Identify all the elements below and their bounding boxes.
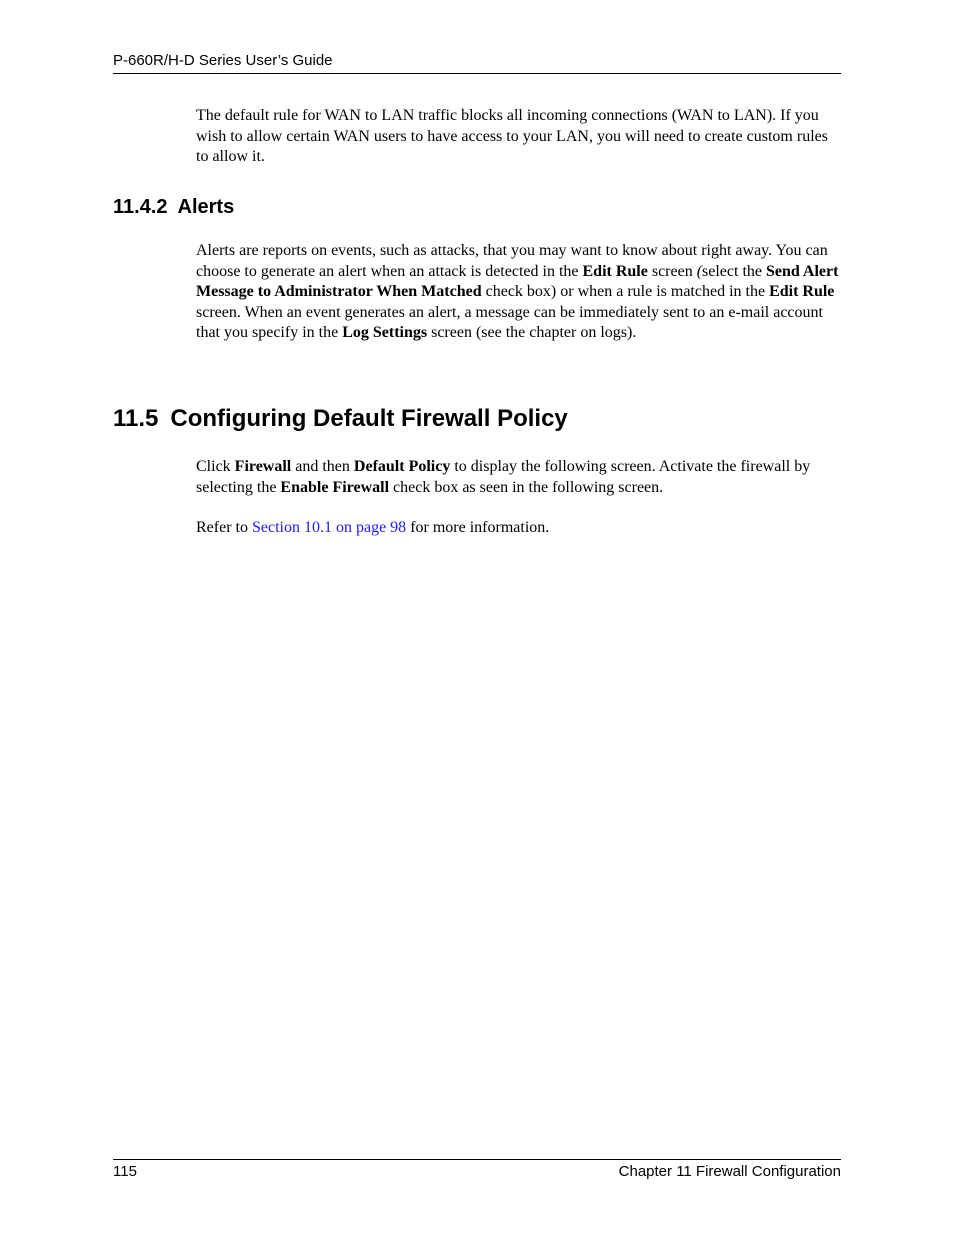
refer-paragraph — [196, 518, 841, 539]
text-run: screen — [647, 262, 697, 280]
text-run: check box as seen in the following screen. — [389, 478, 664, 496]
intro-paragraph: The default rule for WAN to LAN traffic blocks all incoming connections (WAN to LAN). If you wish to allow certain WAN users to have access to your LAN, you will need to create custom rules to allow it. — [196, 107, 828, 165]
text-run: select the — [702, 262, 766, 280]
text-run: to display the following screen. Activate the firewall by selecting the — [196, 458, 811, 496]
alerts-paragraph — [196, 241, 841, 344]
bold-term-default-policy: Default Policy — [353, 458, 451, 475]
section-number: 11.4.2 — [113, 196, 168, 218]
header-title: P-660R/H-D Series User’s Guide — [113, 52, 333, 69]
cross-reference-link[interactable]: Section 10.1 on page 98 — [251, 519, 407, 536]
bold-term-enable-firewall: Enable Firewall — [280, 478, 390, 496]
text-run: Refer to — [196, 519, 252, 536]
section-heading-alerts — [113, 195, 234, 219]
text-run: screen (see the chapter on logs). — [427, 324, 637, 341]
text-run: Click — [196, 458, 235, 475]
chapter-title: Chapter 11 Firewall Configuration — [618, 1163, 841, 1180]
default-policy-paragraph — [196, 457, 841, 498]
page-number: 115 — [113, 1163, 137, 1180]
section-number: 11.5 — [113, 405, 159, 432]
running-footer — [113, 1159, 841, 1180]
bold-term-edit-rule: Edit Rule — [769, 283, 835, 300]
running-header — [113, 51, 841, 74]
bold-term-log-settings: Log Settings — [342, 324, 428, 341]
text-run: ( — [696, 262, 703, 280]
bold-term-edit-rule: Edit Rule — [582, 262, 648, 280]
section-title: Alerts — [177, 196, 235, 218]
text-run: check box) or when a rule is matched in the — [481, 283, 770, 300]
bold-term-firewall: Firewall — [234, 458, 292, 475]
text-run: for more information. — [406, 519, 550, 536]
bold-term-send-alert: Send Alert Message to Administrator When Matched — [196, 262, 839, 300]
section-heading-default-policy — [113, 404, 568, 434]
section-title: Configuring Default Firewall Policy — [170, 405, 568, 432]
text-run: and then — [291, 458, 354, 475]
text-run: Alerts are reports on events, such as attacks, that you may want to know about right away. You can choose to generate an alert when an attack is detected in the — [196, 242, 828, 280]
text-run: screen. When an event generates an alert, a message can be immediately sent to an e-mail account that you specify in the — [196, 303, 823, 341]
